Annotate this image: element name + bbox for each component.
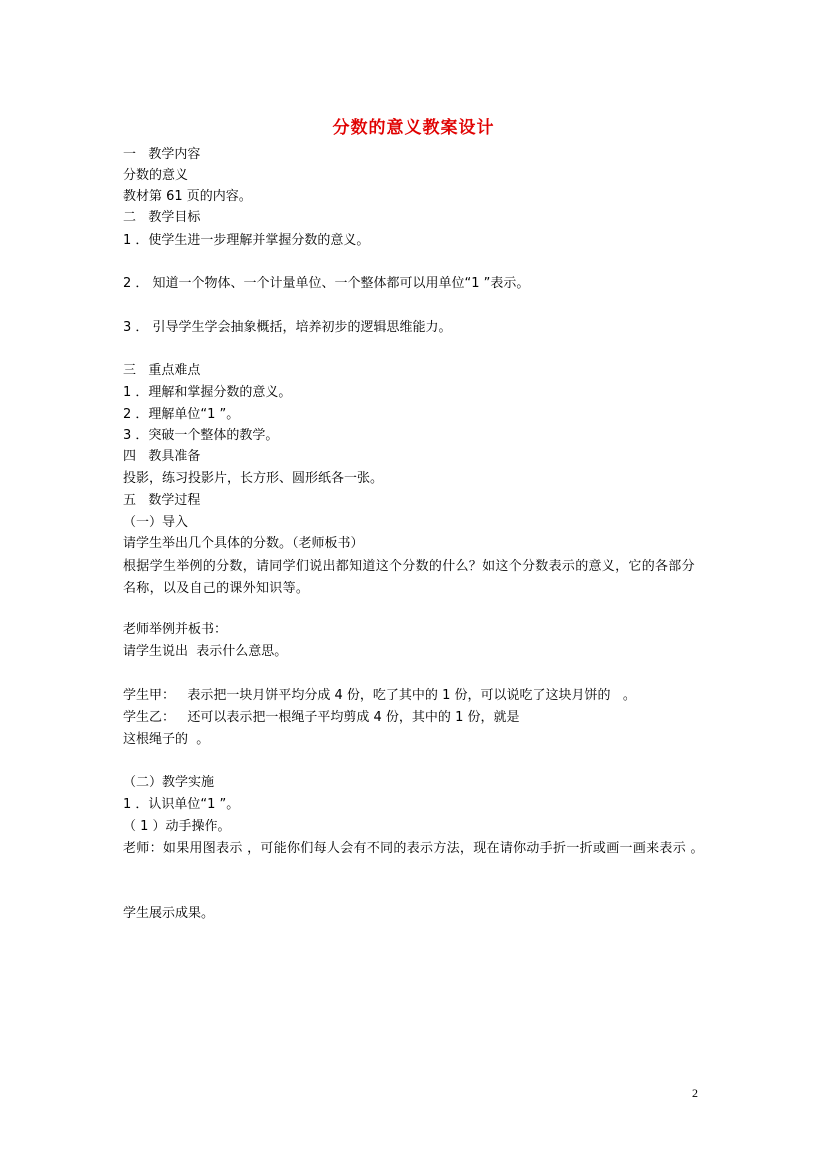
text-line: 教材第 61 页的内容。 xyxy=(123,189,252,204)
paragraph: 根据学生举例的分数，请同学们说出都知道这个分数的什么？如这个分数表示的意义，它的各部分名称，以及自己的课外知识等。 xyxy=(123,559,695,596)
dialogue-line: 学生乙： 还可以表示把一根绳子平均剪成 4 份，其中的 1 份，就是 xyxy=(123,710,520,725)
key-point-item: 1 ．理解和掌握分数的意义。 xyxy=(123,385,292,400)
subsection-heading: （一）导入 xyxy=(123,515,189,530)
text-line: 学生展示成果。 xyxy=(123,906,215,921)
section-heading-goals: 二 教学目标 xyxy=(123,210,201,225)
paragraph: 老师：如果用图表示 ，可能你们每人会有不同的表示方法，现在请你动手折一折或画一画来表示 。 xyxy=(123,841,704,856)
goal-item: 3 ． 引导学生学会抽象概括，培养初步的逻辑思维能力。 xyxy=(123,320,452,335)
dialogue-line: 学生甲： 表示把一块月饼平均分成 4 份，吃了其中的 1 份，可以说吃了这块月饼的 。 xyxy=(123,688,636,703)
goal-item: 2 ． 知道一个物体、一个计量单位、一个整体都可以用单位“1 ”表示。 xyxy=(123,276,530,291)
dialogue-line: 这根绳子的 。 xyxy=(123,732,210,747)
section-heading-materials: 四 教具准备 xyxy=(123,449,201,464)
text-line: 老师举例并板书： xyxy=(123,622,228,637)
section-heading-process: 五 数学过程 xyxy=(123,493,201,508)
section-heading-content: 一 教学内容 xyxy=(123,147,201,162)
subsection-heading: （二）教学实施 xyxy=(123,775,215,790)
goal-item: 1 ．使学生进一步理解并掌握分数的意义。 xyxy=(123,233,370,248)
text-line: 投影，练习投影片，长方形、圆形纸各一张。 xyxy=(123,471,384,486)
text-line: 分数的意义 xyxy=(123,168,189,183)
text-line: 请学生举出几个具体的分数。（老师板书） xyxy=(123,536,364,551)
text-line: 请学生说出 表示什么意思。 xyxy=(123,644,288,659)
page-number: 2 xyxy=(692,1086,698,1100)
key-point-item: 3 ．突破一个整体的教学。 xyxy=(123,428,279,443)
document-title: 分数的意义教案设计 xyxy=(332,118,495,138)
key-point-item: 2 ．理解单位“1 ”。 xyxy=(123,407,240,422)
text-line: （ 1 ）动手操作。 xyxy=(123,819,231,834)
section-heading-key-points: 三 重点难点 xyxy=(123,363,201,378)
text-line: 1 ．认识单位“1 ”。 xyxy=(123,797,240,812)
